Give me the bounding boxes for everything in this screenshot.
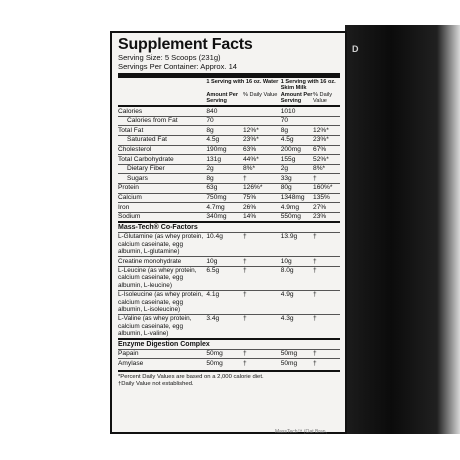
nutrient-row [118,212,340,222]
background-bottom [0,434,460,460]
water-amount: 3.4g [206,314,243,339]
nutrient-row [118,359,340,368]
water-amount: 50mg [206,359,243,368]
nutrient-row [118,116,340,126]
masstech-section-title-label: Mass-Tech® Co-Factors [118,222,340,232]
panel-title: Supplement Facts [118,36,253,53]
bottom-partial-text: MassTech™ (Oat Bran, [275,429,327,435]
water-daily-value: † [243,359,281,368]
milk-amount: 50mg [281,349,313,359]
milk-daily-value: † [313,359,340,368]
water-daily-value: 63% [243,145,281,155]
milk-amount: 2g [281,164,313,174]
nutrient-row [118,164,340,174]
water-daily-value: † [243,349,281,359]
milk-amount: 70 [281,116,313,126]
serving-size: Serving Size: 5 Scoops (231g) [118,53,221,62]
milk-daily-value: † [313,174,340,184]
water-amount-header: Amount Per Serving [206,92,239,105]
nutrient-row [118,126,340,136]
water-daily-value: † [243,290,281,314]
footnote-daily-values: *Percent Daily Values are based on a 2,000 calorie diet. [118,373,264,380]
nutrient-row [118,266,340,290]
milk-daily-value: 12%* [313,126,340,136]
water-amount: 131g [206,155,243,165]
water-daily-value: 26% [243,203,281,213]
water-daily-value [243,106,281,116]
milk-daily-value: 67% [313,145,340,155]
nutrient-row [118,232,340,256]
nutrient-row [118,290,340,314]
milk-daily-value: 27% [313,203,340,213]
water-amount: 2g [206,164,243,174]
water-daily-value: † [243,266,281,290]
nutrient-row [118,135,340,145]
water-daily-value: 14% [243,212,281,222]
milk-daily-value: 160%* [313,183,340,193]
footnote-not-established: †Daily Value not established. [118,380,194,387]
nutrient-name: L-Isoleucine (as whey protein, calcium caseinate, egg albumin, L-isoleucine) [118,290,206,314]
masstech-section-title [118,222,340,232]
water-amount: 190mg [206,145,243,155]
water-amount: 4.1g [206,290,243,314]
milk-daily-value: † [313,257,340,266]
milk-amount: 155g [281,155,313,165]
water-amount: 750mg [206,193,243,203]
milk-amount: 4.5g [281,135,313,145]
water-daily-value: 8%* [243,164,281,174]
water-amount: 840 [206,106,243,116]
water-daily-value: 126%* [243,183,281,193]
water-amount: 8g [206,126,243,136]
milk-daily-value: † [313,232,340,256]
water-daily-value: 23%* [243,135,281,145]
water-daily-value: 44%* [243,155,281,165]
column-subheader [118,92,340,107]
container-edge [345,25,460,460]
milk-amount-header: Amount Per Serving [280,92,313,105]
nutrient-name: Calories [118,106,206,116]
nutrient-row [118,155,340,165]
water-dv-header: % Daily Value [243,92,278,99]
milk-dv-header: % Daily Value [313,92,332,105]
water-amount: 10.4g [206,232,243,256]
nutrient-name: Protein [118,183,206,193]
nutrient-name: Cholesterol [118,145,206,155]
milk-amount: 200mg [281,145,313,155]
water-daily-value: † [243,174,281,184]
water-amount: 4.5g [206,135,243,145]
water-amount: 4.7mg [206,203,243,213]
water-daily-value: † [243,314,281,339]
footnote-area [118,370,340,388]
milk-daily-value: † [313,266,340,290]
nutrient-row [118,145,340,155]
milk-daily-value [313,116,340,126]
side-label: D [352,44,359,54]
milk-amount: 550mg [281,212,313,222]
water-amount: 70 [206,116,243,126]
water-daily-value: † [243,232,281,256]
water-daily-value [243,116,281,126]
milk-daily-value: 52%* [313,155,340,165]
milk-amount: 1348mg [281,193,313,203]
nutrient-name: Iron [118,203,206,213]
water-column-header: 1 Serving with 16 oz. Water [206,78,279,85]
column-group-header [118,78,340,92]
nutrient-row [118,203,340,213]
milk-amount: 8.0g [281,266,313,290]
water-amount: 340mg [206,212,243,222]
nutrient-name: Sodium [118,212,206,222]
nutrient-name: L-Glutamine (as whey protein, calcium caseinate, egg albumin, L-glutamine) [118,232,206,256]
nutrient-row [118,174,340,184]
nutrient-name: Total Carbohydrate [118,155,206,165]
nutrient-name: Dietary Fiber [118,164,206,174]
background-left [0,0,110,460]
milk-daily-value: † [313,290,340,314]
milk-daily-value: 135% [313,193,340,203]
nutrient-name: Papain [118,349,206,359]
supplement-facts-panel [110,31,347,434]
water-amount: 10g [206,257,243,266]
nutrient-row [118,183,340,193]
facts-table [118,78,340,368]
water-amount: 6.5g [206,266,243,290]
milk-amount: 4.3g [281,314,313,339]
milk-column-header: 1 Serving with 16 oz. Skim Milk [280,78,336,91]
water-amount: 8g [206,174,243,184]
enzyme-section-title-label: Enzyme Digestion Complex [118,339,340,349]
water-amount: 50mg [206,349,243,359]
milk-amount: 80g [281,183,313,193]
nutrient-row [118,106,340,116]
milk-amount: 1010 [281,106,313,116]
milk-daily-value: 8%* [313,164,340,174]
enzyme-section-title [118,339,340,349]
milk-daily-value: 23% [313,212,340,222]
nutrient-name: Calories from Fat [118,116,206,126]
milk-amount: 33g [281,174,313,184]
background-top-right [345,0,460,25]
milk-amount: 10g [281,257,313,266]
milk-daily-value [313,106,340,116]
water-daily-value: 12%* [243,126,281,136]
nutrient-name: L-Leucine (as whey protein, calcium caseinate, egg albumin, L-leucine) [118,266,206,290]
milk-amount: 8g [281,126,313,136]
water-daily-value: 75% [243,193,281,203]
nutrient-name: L-Valine (as whey protein, calcium caseinate, egg albumin, L-valine) [118,314,206,339]
nutrient-name: Total Fat [118,126,206,136]
milk-amount: 4.9g [281,290,313,314]
nutrient-name: Calcium [118,193,206,203]
milk-amount: 50mg [281,359,313,368]
water-daily-value: † [243,257,281,266]
nutrient-row [118,257,340,266]
water-amount: 63g [206,183,243,193]
servings-per-container: Servings Per Container: Approx. 14 [118,62,238,71]
nutrient-name: Saturated Fat [118,135,206,145]
nutrient-name: Creatine monohydrate [118,257,206,266]
nutrient-name: Sugars [118,174,206,184]
milk-amount: 4.9mg [281,203,313,213]
milk-daily-value: † [313,349,340,359]
milk-daily-value: † [313,314,340,339]
nutrient-row [118,193,340,203]
nutrient-row [118,314,340,339]
milk-amount: 13.9g [281,232,313,256]
nutrient-row [118,349,340,359]
milk-daily-value: 23%* [313,135,340,145]
nutrient-name: Amylase [118,359,206,368]
